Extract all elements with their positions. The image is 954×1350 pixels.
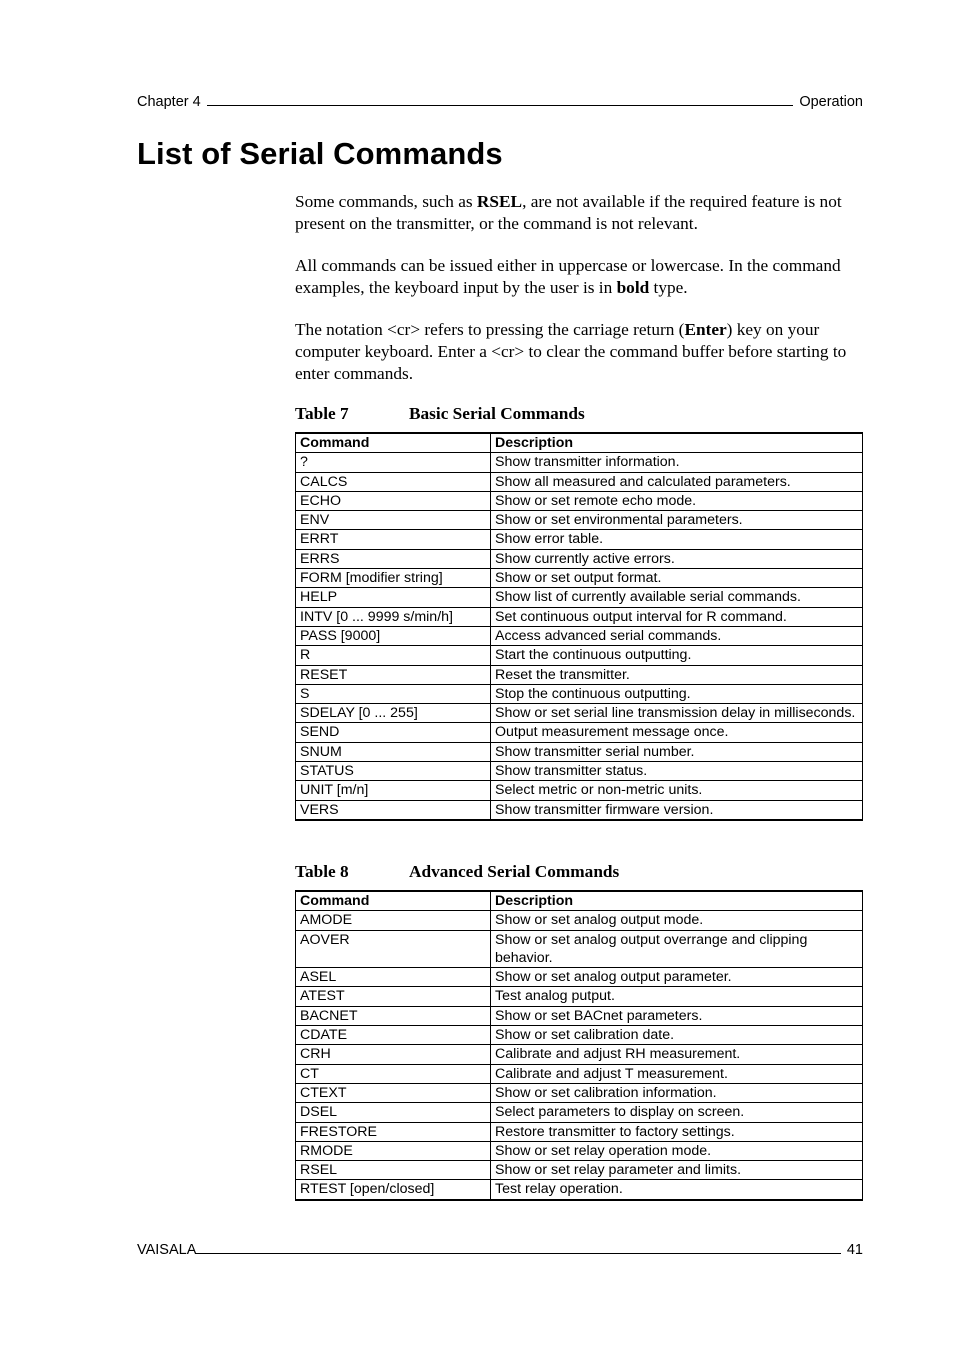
description-cell: Show list of currently available serial commands. [491, 588, 863, 607]
description-cell: Show transmitter status. [491, 762, 863, 781]
table-row [296, 511, 863, 530]
table-row [296, 800, 863, 820]
command-cell: ? [296, 453, 491, 472]
text-run: type. [649, 278, 688, 297]
page-footer [137, 1238, 863, 1258]
table-row [296, 1103, 863, 1122]
command-cell: RSEL [296, 1161, 491, 1180]
description-cell: Stop the continuous outputting. [491, 684, 863, 703]
header-rule [207, 105, 794, 106]
text-run: , are not available if the required feature is not present on the transmitter, or the command is not relevant. [295, 192, 842, 233]
table7-caption [295, 404, 585, 424]
table8-body [296, 911, 863, 1200]
description-cell: Start the continuous outputting. [491, 646, 863, 665]
description-cell: Show or set remote echo mode. [491, 491, 863, 510]
table-row [296, 723, 863, 742]
description-cell: Show transmitter information. [491, 453, 863, 472]
description-cell: Show error table. [491, 530, 863, 549]
text-run: ) key on your computer keyboard. Enter a <cr> to clear the command buffer before starting to enter commands. [295, 320, 847, 383]
description-cell: Show or set analog output parameter. [491, 968, 863, 987]
command-cell: SNUM [296, 742, 491, 761]
table-row [296, 1026, 863, 1045]
table-row [296, 762, 863, 781]
table7-basic-commands [295, 432, 863, 821]
chapter-label: Chapter 4 [137, 94, 201, 110]
command-cell: FORM [modifier string] [296, 569, 491, 588]
command-cell: FRESTORE [296, 1122, 491, 1141]
table-row [296, 472, 863, 491]
description-cell: Show or set relay operation mode. [491, 1141, 863, 1160]
table-row [296, 588, 863, 607]
column-header-description: Description [491, 433, 863, 453]
table-row [296, 549, 863, 568]
command-cell: SEND [296, 723, 491, 742]
command-cell: ERRT [296, 530, 491, 549]
command-cell: RTEST [open/closed] [296, 1180, 491, 1200]
text-run: Some commands, such as [295, 192, 477, 211]
table-row [296, 1006, 863, 1025]
command-cell: ENV [296, 511, 491, 530]
command-cell: STATUS [296, 762, 491, 781]
description-cell: Show currently active errors. [491, 549, 863, 568]
column-header-command: Command [296, 891, 491, 911]
table-header-row [296, 891, 863, 911]
command-cell: RESET [296, 665, 491, 684]
table-row [296, 665, 863, 684]
command-cell: BACNET [296, 1006, 491, 1025]
page-number: 41 [846, 1242, 863, 1258]
intro-paragraph-2 [295, 255, 863, 299]
footer-brand: VAISALA [137, 1242, 197, 1258]
table7-number: Table 7 [295, 404, 349, 423]
description-cell: Show or set analog output mode. [491, 911, 863, 930]
description-cell: Show or set output format. [491, 569, 863, 588]
table-row [296, 704, 863, 723]
table-row [296, 1064, 863, 1083]
table-header-row [296, 433, 863, 453]
table-row [296, 1045, 863, 1064]
description-cell: Select metric or non-metric units. [491, 781, 863, 800]
table-row [296, 491, 863, 510]
table-row [296, 1122, 863, 1141]
page-title: List of Serial Commands [137, 136, 503, 171]
table-row [296, 1180, 863, 1200]
bold-key: Enter [684, 320, 727, 339]
command-cell: S [296, 684, 491, 703]
command-cell: PASS [9000] [296, 626, 491, 645]
description-cell: Set continuous output interval for R command. [491, 607, 863, 626]
table-row [296, 607, 863, 626]
table-row [296, 930, 863, 968]
table-row [296, 1161, 863, 1180]
description-cell: Calibrate and adjust T measurement. [491, 1064, 863, 1083]
table-row [296, 530, 863, 549]
command-cell: ERRS [296, 549, 491, 568]
command-cell: SDELAY [0 ... 255] [296, 704, 491, 723]
footer-rule [196, 1253, 840, 1254]
column-header-description: Description [491, 891, 863, 911]
table-row [296, 987, 863, 1006]
section-label: Operation [799, 94, 863, 110]
table-row [296, 1141, 863, 1160]
description-cell: Calibrate and adjust RH measurement. [491, 1045, 863, 1064]
description-cell: Show or set environmental parameters. [491, 511, 863, 530]
description-cell: Show or set calibration information. [491, 1083, 863, 1102]
description-cell: Show or set calibration date. [491, 1026, 863, 1045]
table8-title: Advanced Serial Commands [409, 862, 620, 881]
description-cell: Show all measured and calculated parameters. [491, 472, 863, 491]
command-cell: R [296, 646, 491, 665]
table-row [296, 911, 863, 930]
description-cell: Access advanced serial commands. [491, 626, 863, 645]
table7-title: Basic Serial Commands [409, 404, 585, 423]
intro-text [295, 191, 863, 405]
description-cell: Show transmitter firmware version. [491, 800, 863, 820]
command-cell: CALCS [296, 472, 491, 491]
table-row [296, 781, 863, 800]
column-header-command: Command [296, 433, 491, 453]
command-cell: DSEL [296, 1103, 491, 1122]
table7-body [296, 453, 863, 820]
command-cell: ATEST [296, 987, 491, 1006]
description-cell: Reset the transmitter. [491, 665, 863, 684]
table8-caption [295, 862, 619, 882]
description-cell: Show or set relay parameter and limits. [491, 1161, 863, 1180]
text-run: All commands can be issued either in uppercase or lowercase. In the command examples, the keyboard input by the user is in [295, 256, 841, 297]
table-row [296, 968, 863, 987]
command-cell: AOVER [296, 930, 491, 968]
description-cell: Output measurement message once. [491, 723, 863, 742]
command-cell: INTV [0 ... 9999 s/min/h] [296, 607, 491, 626]
command-cell: AMODE [296, 911, 491, 930]
table-row [296, 684, 863, 703]
description-cell: Show or set analog output overrange and clipping behavior. [491, 930, 863, 968]
bold-command: RSEL [476, 192, 523, 211]
description-cell: Test relay operation. [491, 1180, 863, 1200]
table8-advanced-commands [295, 890, 863, 1201]
table-row [296, 646, 863, 665]
description-cell: Restore transmitter to factory settings. [491, 1122, 863, 1141]
description-cell: Show or set BACnet parameters. [491, 1006, 863, 1025]
description-cell: Show or set serial line transmission delay in milliseconds. [491, 704, 863, 723]
table-row [296, 626, 863, 645]
table-row [296, 569, 863, 588]
command-cell: HELP [296, 588, 491, 607]
command-cell: CRH [296, 1045, 491, 1064]
table-row [296, 453, 863, 472]
description-cell: Select parameters to display on screen. [491, 1103, 863, 1122]
command-cell: RMODE [296, 1141, 491, 1160]
text-run: The notation <cr> refers to pressing the carriage return ( [295, 320, 685, 339]
description-cell: Show transmitter serial number. [491, 742, 863, 761]
page-header [137, 90, 863, 110]
description-cell: Test analog putput. [491, 987, 863, 1006]
command-cell: VERS [296, 800, 491, 820]
command-cell: CDATE [296, 1026, 491, 1045]
intro-paragraph-1 [295, 191, 863, 235]
table-row [296, 1083, 863, 1102]
command-cell: ASEL [296, 968, 491, 987]
table-row [296, 742, 863, 761]
command-cell: CT [296, 1064, 491, 1083]
command-cell: CTEXT [296, 1083, 491, 1102]
table8-number: Table 8 [295, 862, 349, 881]
command-cell: ECHO [296, 491, 491, 510]
intro-paragraph-3 [295, 319, 863, 385]
bold-word: bold [616, 278, 650, 297]
command-cell: UNIT [m/n] [296, 781, 491, 800]
